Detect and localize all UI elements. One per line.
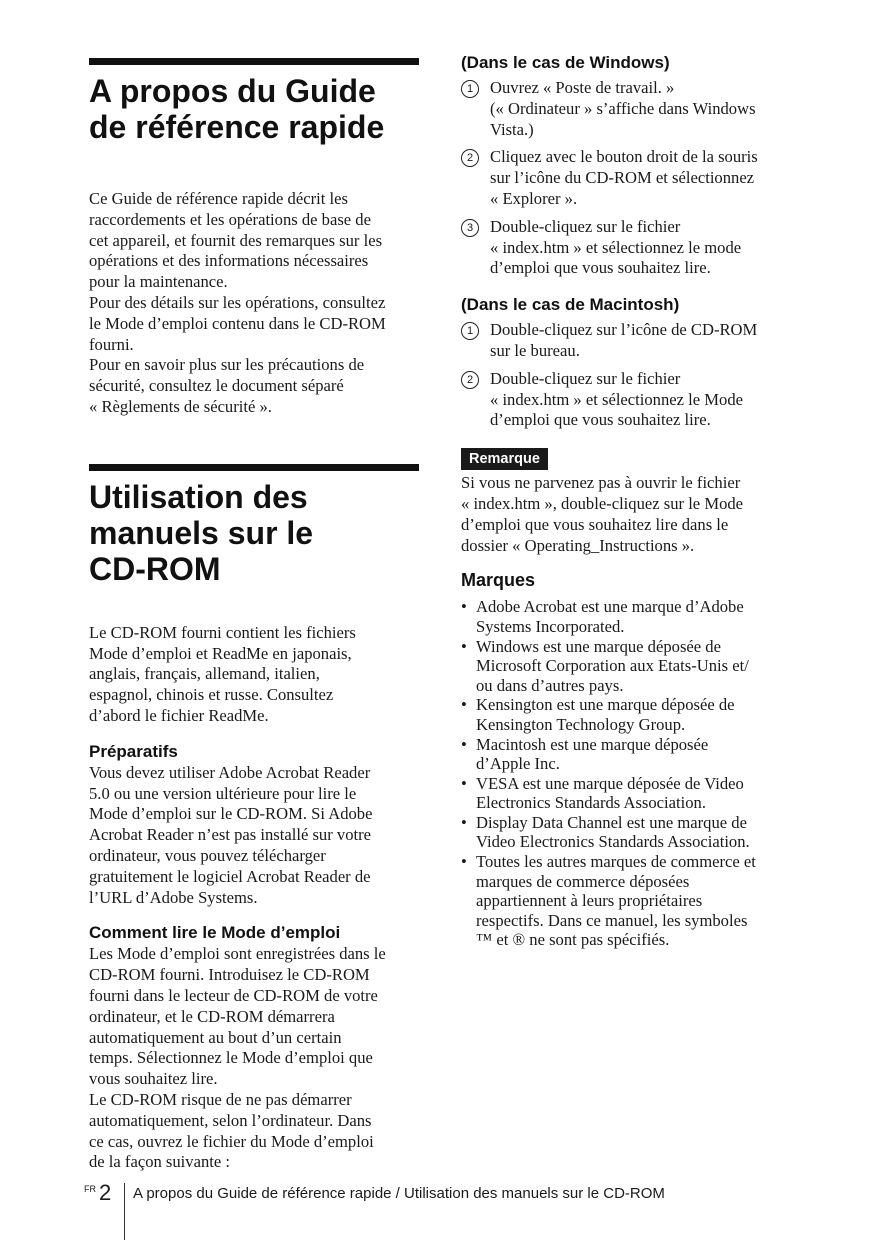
text-line: Double-cliquez sur l’icône de CD-ROM (490, 320, 758, 340)
text-line: opérations et des informations nécessaires (89, 251, 369, 271)
list-item (461, 774, 791, 813)
text-line: ™ et ® ne sont pas spécifiés. (476, 930, 670, 950)
left-column (89, 58, 419, 1173)
windows-step-1 (461, 78, 791, 140)
text-line: ordinateur, et le CD-ROM démarrera (89, 1006, 335, 1026)
text-line: automatiquement, selon l’ordinateur. Dans (89, 1110, 372, 1130)
intro-paragraph (89, 189, 419, 418)
bullet-icon: • (461, 734, 467, 754)
text-line: temps. Sélectionnez le Mode d’emploi que (89, 1048, 373, 1068)
page-number: 2 (99, 1180, 112, 1205)
macintosh-heading: (Dans le cas de Macintosh) (461, 295, 680, 315)
text-line: Si vous ne parvenez pas à ouvrir le fichier (461, 473, 741, 493)
text-line: marques de commerce déposées (476, 871, 690, 891)
comment-lire-heading: Comment lire le Mode d’emploi (89, 923, 341, 943)
bullet-icon: • (461, 695, 467, 715)
text-line: Vista.) (490, 119, 534, 139)
text-line: Mode d’emploi sur le CD-ROM. Si Adobe (89, 804, 373, 824)
macintosh-step-1 (461, 320, 791, 362)
text-line: Toutes les autres marques de commerce et (476, 852, 756, 872)
text-line: cet appareil, et fournit des remarques sur les (89, 230, 383, 250)
bullet-icon: • (461, 636, 467, 656)
text-line: respectifs. Dans ce manuel, les symboles (476, 910, 748, 930)
text-line: VESA est une marque déposée de Video (476, 773, 744, 793)
note-block (461, 448, 791, 556)
text-line: ou dans d’autres pays. (476, 675, 624, 695)
text-line: Ouvrez « Poste de travail. » (490, 78, 675, 97)
step-number-icon: 2 (461, 371, 479, 389)
text-line: appartiennent à leurs propriétaires (476, 891, 703, 911)
trademarks-list (461, 597, 791, 950)
text-line: Systems Incorporated. (476, 616, 625, 636)
windows-step-2 (461, 147, 791, 209)
text-line: Video Electronics Standards Association. (476, 832, 750, 852)
text-line: « index.htm » et sélectionnez le mode (490, 237, 742, 257)
section-rule (89, 58, 419, 65)
text-line: « index.htm », double-cliquez sur le Mode (461, 493, 744, 513)
bullet-icon: • (461, 812, 467, 832)
marques-heading: Marques (461, 570, 536, 591)
text-line: sur l’icône du CD-ROM et sélectionnez (490, 168, 755, 188)
note-paragraph (461, 473, 791, 556)
right-column (461, 52, 791, 950)
windows-step-3 (461, 217, 791, 279)
text-line: automatiquement au bout d’un certain (89, 1027, 342, 1047)
bullet-icon: • (461, 852, 467, 872)
step-number-icon: 1 (461, 80, 479, 98)
text-line: dossier « Operating_Instructions ». (461, 535, 695, 555)
text-line: Cliquez avec le bouton droit de la souris (490, 147, 758, 167)
text-line: fourni. (89, 334, 134, 354)
text-line: anglais, français, allemand, italien, (89, 664, 320, 684)
text-line: Pour en savoir plus sur les précautions de (89, 355, 365, 375)
preparatifs-paragraph (89, 763, 419, 909)
macintosh-step-2 (461, 369, 791, 431)
step-number-icon: 2 (461, 149, 479, 167)
text-line: « Règlements de sécurité ». (89, 396, 272, 416)
text-line: d’abord le fichier ReadMe. (89, 705, 269, 725)
text-line: Double-cliquez sur le fichier (490, 368, 681, 388)
list-item (461, 735, 791, 774)
note-badge: Remarque (461, 448, 548, 470)
section-title-guide (89, 73, 419, 145)
text-line: de la façon suivante : (89, 1152, 230, 1172)
text-line: Double-cliquez sur le fichier (490, 216, 681, 236)
text-line: Vous devez utiliser Adobe Acrobat Reader (89, 762, 371, 782)
text-line: (« Ordinateur » s’affiche dans Windows (490, 98, 756, 118)
step-number-icon: 1 (461, 322, 479, 340)
title-line: A propos du Guide (89, 73, 376, 109)
footer-divider (124, 1183, 125, 1240)
text-line: fourni dans le lecteur de CD-ROM de votre (89, 985, 378, 1005)
text-line: Le CD-ROM risque de ne pas démarrer (89, 1089, 352, 1109)
text-line: « index.htm » et sélectionnez le Mode (490, 389, 743, 409)
step-number-icon: 3 (461, 219, 479, 237)
text-line: Acrobat Reader n’est pas installé sur votre (89, 825, 371, 845)
text-line: sécurité, consultez le document séparé (89, 376, 344, 396)
text-line: Mode d’emploi et ReadMe en japonais, (89, 643, 352, 663)
list-item (461, 813, 791, 852)
text-line: Microsoft Corporation aux Etats-Unis et/ (476, 656, 749, 676)
list-item (461, 597, 791, 636)
text-line: Kensington est une marque déposée de (476, 695, 735, 715)
bullet-icon: • (461, 597, 467, 617)
text-line: Macintosh est une marque déposée (476, 734, 709, 754)
text-line: Le CD-ROM fourni contient les fichiers (89, 622, 356, 642)
list-item (461, 637, 791, 696)
text-line: Kensington Technology Group. (476, 714, 686, 734)
text-line: d’emploi que vous souhaitez lire. (490, 410, 711, 430)
title-line: CD-ROM (89, 550, 221, 587)
language-code: FR (84, 1184, 96, 1194)
running-title: A propos du Guide de référence rapide / Utilisation des manuels sur le CD-ROM (133, 1185, 665, 1202)
list-item (461, 695, 791, 734)
section-title-cdrom (89, 479, 419, 587)
text-line: Ce Guide de référence rapide décrit les (89, 189, 348, 208)
comment-lire-paragraph (89, 944, 419, 1173)
text-line: Windows est une marque déposée de (476, 636, 721, 656)
text-line: raccordements et les opérations de base de (89, 209, 371, 229)
text-line: Pour des détails sur les opérations, consultez (89, 292, 386, 312)
text-line: Display Data Channel est une marque de (476, 812, 747, 832)
text-line: Electronics Standards Association. (476, 793, 706, 813)
text-line: le Mode d’emploi contenu dans le CD-ROM (89, 313, 386, 333)
text-line: Adobe Acrobat est une marque d’Adobe (476, 597, 744, 617)
text-line: d’emploi que vous souhaitez lire. (490, 258, 711, 278)
text-line: « Explorer ». (490, 188, 578, 208)
text-line: l’URL d’Adobe Systems. (89, 887, 258, 907)
text-line: Les Mode d’emploi sont enregistrées dans le (89, 944, 386, 964)
text-line: CD-ROM fourni. Introduisez le CD-ROM (89, 965, 370, 985)
text-line: d’Apple Inc. (476, 754, 560, 774)
page-footer (84, 1180, 784, 1240)
text-line: 5.0 ou une version ultérieure pour lire le (89, 783, 357, 803)
cdrom-paragraph (89, 623, 419, 727)
text-line: sur le bureau. (490, 340, 580, 360)
title-line: Utilisation des (89, 478, 308, 515)
text-line: pour la maintenance. (89, 272, 228, 292)
text-line: d’emploi que vous souhaitez lire dans le (461, 514, 729, 534)
title-line: manuels sur le (89, 514, 314, 551)
text-line: ordinateur, vous pouvez télécharger (89, 845, 326, 865)
text-line: espagnol, chinois et russe. Consultez (89, 685, 334, 705)
preparatifs-heading: Préparatifs (89, 741, 178, 761)
windows-heading: (Dans le cas de Windows) (461, 53, 670, 72)
section-rule (89, 464, 419, 471)
list-item (461, 852, 791, 950)
text-line: ce cas, ouvrez le fichier du Mode d’emploi (89, 1131, 374, 1151)
text-line: vous souhaitez lire. (89, 1069, 218, 1089)
title-line: de référence rapide (89, 109, 385, 145)
bullet-icon: • (461, 773, 467, 793)
text-line: gratuitement le logiciel Acrobat Reader de (89, 866, 371, 886)
